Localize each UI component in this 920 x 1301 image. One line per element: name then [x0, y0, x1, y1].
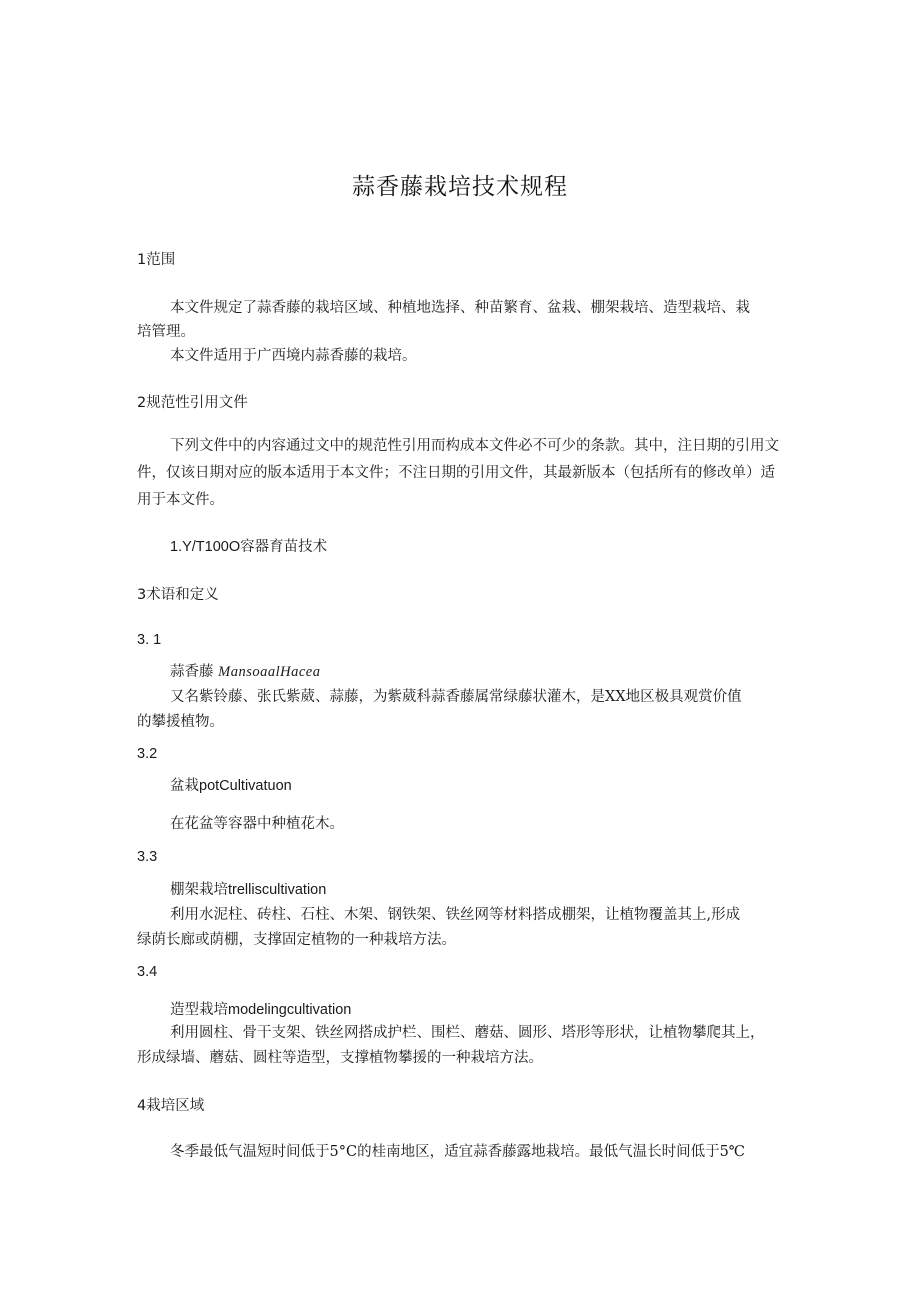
section-1-paragraph: 本文件适用于广西境内蒜香藤的栽培。: [170, 348, 417, 364]
term-number: 3.2: [137, 746, 158, 762]
term-name-cn: 蒜香藤: [170, 664, 214, 680]
term-definition-line: 的攀援植物。: [137, 714, 224, 730]
term-number: 3.3: [137, 849, 158, 865]
term-name-en: potCultivatuon: [199, 778, 292, 794]
term-number: 3. 1: [137, 632, 162, 648]
term-name-en: trelliscultivation: [228, 882, 327, 898]
section-2-paragraph-line: 用于本文件。: [137, 492, 224, 508]
term-definition-line: 绿荫长廊或荫棚，支撑固定植物的一种栽培方法。: [137, 932, 456, 948]
term-name-cn: 棚架栽培: [170, 882, 228, 898]
section-2-paragraph-line: 件，仅该日期对应的版本适用于本文件；不注日期的引用文件，其最新版本（包括所有的修改单）适: [137, 465, 775, 481]
section-4-heading: 4栽培区域: [137, 1098, 205, 1114]
section-1-paragraph-line: 培管理。: [137, 324, 195, 340]
term-name-cn: 造型栽培: [170, 1002, 228, 1018]
term-name-en: MansoaalHacea: [218, 664, 321, 680]
term-title: [170, 660, 320, 681]
term-definition: 在花盆等容器中种植花木。: [170, 816, 344, 832]
term-title: [170, 998, 351, 1019]
term-definition-line: 形成绿墙、蘑菇、圆柱等造型，支撑植物攀援的一种栽培方法。: [137, 1050, 543, 1066]
section-1-heading: 1范围: [137, 252, 176, 268]
document-title: 蒜香藤栽培技术规程: [352, 174, 568, 200]
section-1-paragraph-line: 本文件规定了蒜香藤的栽培区域、种植地选择、种苗繁育、盆栽、棚架栽培、造型栽培、栽: [170, 300, 750, 316]
term-title: [170, 774, 292, 795]
section-2-paragraph-line: 下列文件中的内容通过文中的规范性引用而构成本文件必不可少的条款。其中，注日期的引用文: [170, 438, 779, 454]
term-name-en: modelingcultivation: [228, 1002, 352, 1018]
term-definition-line: 利用水泥柱、砖柱、石柱、木架、钢铁架、铁丝网等材料搭成棚架，让植物覆盖其上,形成: [170, 907, 741, 923]
normative-reference: 1.Y/T100O容器育苗技术: [170, 539, 328, 555]
term-definition-line: 利用圆柱、骨干支架、铁丝网搭成护栏、围栏、蘑菇、圆形、塔形等形状，让植物攀爬其上，: [170, 1025, 765, 1041]
section-4-paragraph-line: 冬季最低气温短时间低于5°C的桂南地区，适宜蒜香藤露地栽培。最低气温长时间低于5℃: [170, 1144, 746, 1160]
term-title: [170, 878, 326, 899]
term-name-cn: 盆栽: [170, 778, 199, 794]
term-definition-line: 又名紫铃藤、张氏紫葳、蒜藤，为紫葳科蒜香藤属常绿藤状灌木，是XX地区极具观赏价值: [170, 689, 742, 705]
section-3-heading: 3术语和定义: [137, 587, 219, 603]
section-2-heading: 2规范性引用文件: [137, 395, 248, 411]
term-number: 3.4: [137, 964, 158, 980]
